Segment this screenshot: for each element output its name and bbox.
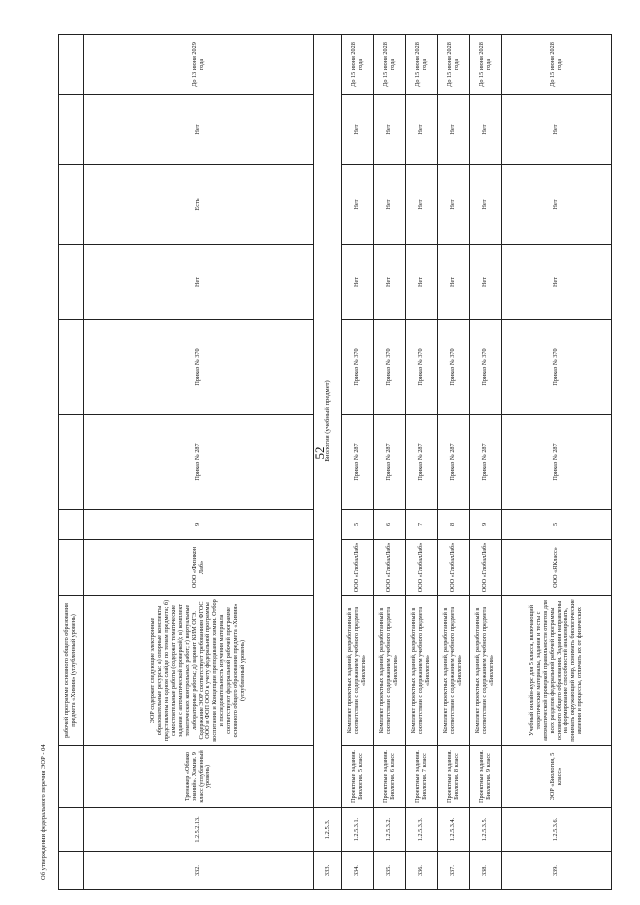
- row-date: До 15 июня 2028 года: [438, 35, 470, 95]
- rotated-table-wrapper: [58, 35, 618, 890]
- table-row: [406, 35, 438, 890]
- table-row: [59, 35, 84, 890]
- row-num: 333.: [314, 852, 342, 890]
- row-order1: Приказ № 287: [342, 415, 374, 510]
- row-col11: Нет: [438, 95, 470, 165]
- row-org: ООО «ГлобалЛаб»: [374, 540, 406, 596]
- row-col10: Нет: [406, 165, 438, 245]
- row-org: ООО «ЯКласс»: [502, 540, 612, 596]
- row-col11: Нет: [374, 95, 406, 165]
- row-name: Проектные задания. Биология. 5 класс: [342, 746, 374, 808]
- row-col10: Нет: [438, 165, 470, 245]
- row-col11: Нет: [502, 95, 612, 165]
- row-qty: 9: [470, 510, 502, 540]
- row-desc: Комплект проектных заданий, разработанный в соответствии с содержанием учебного предмета «Биология»: [438, 596, 470, 746]
- row-code: 1.2.5.3.6.: [502, 808, 612, 852]
- row-code: 1.2.5.3.5.: [470, 808, 502, 852]
- row-order2: Приказ № 370: [84, 320, 314, 415]
- row-order1: Приказ № 287: [470, 415, 502, 510]
- row-col9: Нет: [502, 245, 612, 320]
- row-order2: Приказ № 370: [342, 320, 374, 415]
- row-col10: Нет: [502, 165, 612, 245]
- row-col10: Нет: [342, 165, 374, 245]
- row-name: [59, 746, 84, 808]
- table-row: [84, 35, 314, 890]
- row-org: ООО «ГлобалЛаб»: [438, 540, 470, 596]
- row-col11: Нет: [470, 95, 502, 165]
- row-num: 336.: [406, 852, 438, 890]
- row-date: До 15 июня 2028 года: [406, 35, 438, 95]
- row-order1: Приказ № 287: [374, 415, 406, 510]
- eor-table: [58, 34, 612, 890]
- row-col11: [59, 95, 84, 165]
- row-col10: [59, 165, 84, 245]
- row-desc: Комплект проектных заданий, разработанный в соответствии с содержанием учебного предмета «Биология»: [406, 596, 438, 746]
- row-order1: Приказ № 287: [84, 415, 314, 510]
- row-qty: 9: [84, 510, 314, 540]
- row-order2: Приказ № 370: [406, 320, 438, 415]
- footer-note: Об утверждении федерального перечня ЭОР - 04: [40, 744, 47, 880]
- row-name: Тренажер «Облако знаний». Химия. 9 класс (углубленный уровень): [84, 746, 314, 808]
- row-order2: Приказ № 370: [374, 320, 406, 415]
- row-num: 335.: [374, 852, 406, 890]
- row-num: 334.: [342, 852, 374, 890]
- row-name: ЭОР «Биология, 5 класс»: [502, 746, 612, 808]
- row-col10: Нет: [470, 165, 502, 245]
- row-order1: [59, 415, 84, 510]
- row-desc: Комплект проектных заданий, разработанный в соответствии с содержанием учебного предмета «Биология»: [470, 596, 502, 746]
- row-name: Проектные задания. Биология. 8 класс: [438, 746, 470, 808]
- row-code: 1.2.5.3.: [314, 808, 342, 852]
- row-col9: Нет: [470, 245, 502, 320]
- row-qty: 5: [342, 510, 374, 540]
- row-col9: [59, 245, 84, 320]
- row-col11: Нет: [84, 95, 314, 165]
- section-row: [314, 35, 342, 890]
- row-num: 332.: [84, 852, 314, 890]
- row-col9: Нет: [438, 245, 470, 320]
- row-org: ООО «ГлобалЛаб»: [470, 540, 502, 596]
- row-col9: Нет: [406, 245, 438, 320]
- row-col11: Нет: [342, 95, 374, 165]
- row-order2: Приказ № 370: [502, 320, 612, 415]
- row-order2: Приказ № 370: [438, 320, 470, 415]
- row-org: [59, 540, 84, 596]
- row-desc: Комплект проектных заданий, разработанный в соответствии с содержанием учебного предмета «Биология»: [374, 596, 406, 746]
- row-num: [59, 852, 84, 890]
- row-order1: Приказ № 287: [502, 415, 612, 510]
- row-name: Проектные задания. Биология. 9 класс: [470, 746, 502, 808]
- row-col10: Нет: [374, 165, 406, 245]
- row-date: До 15 июня 2028 года: [470, 35, 502, 95]
- row-qty: 5: [502, 510, 612, 540]
- row-qty: 6: [374, 510, 406, 540]
- row-code: 1.2.5.3.4.: [438, 808, 470, 852]
- row-col10: Есть: [84, 165, 314, 245]
- row-desc: ЭОР содержит следующие электронные образовательные ресурсы: а) опорные конспекты представлены на одном слайде по темам предмета; б) самостоятельные работы (содержат тематические задания с автоматической проверкой); в) комплект тематических контрольных работ; г) виртуальные лабораторные работы; д) вариант КИМ ОГЭ. Содержание ЭОР соответствует требованиям ФГОС ООО и ФОП ООО к учету федеральной программы воспитания и Концепции преподавания химии. Отбор и последовательность изучения материала соответствуют федеральной рабочей программе основного общего образования предмета «Химия» (углубленный уровень): [84, 596, 314, 746]
- row-col9: Нет: [342, 245, 374, 320]
- row-qty: 7: [406, 510, 438, 540]
- row-code: 1.2.5.2.13.: [84, 808, 314, 852]
- table-row: [502, 35, 612, 890]
- row-col9: Нет: [84, 245, 314, 320]
- row-num: 339.: [502, 852, 612, 890]
- row-code: 1.2.5.3.1.: [342, 808, 374, 852]
- row-name: Проектные задания. Биология. 7 класс: [406, 746, 438, 808]
- row-date: [59, 35, 84, 95]
- table-row: [342, 35, 374, 890]
- table-row: [470, 35, 502, 890]
- row-date: До 15 июня 2028 года: [374, 35, 406, 95]
- row-desc: Учебный онлайн-курс для 5 класса, включающий теоретические материалы, задания и тесты с автоматической проверкой правильности ответов для всех разделов федеральной рабочей программы основного общего образования. Задания направлены на формирование способностей анализировать, понимать окружающий мир, понимать биологические явления и процессы, отличать их от физических: [502, 596, 612, 746]
- row-code: 1.2.5.3.2.: [374, 808, 406, 852]
- row-date: До 13 июня 2029 года: [84, 35, 314, 95]
- row-date: До 15 июня 2028 года: [342, 35, 374, 95]
- row-col9: Нет: [374, 245, 406, 320]
- row-order2: [59, 320, 84, 415]
- section-title: Биология (учебный предмет): [314, 35, 342, 808]
- row-desc: рабочей программе основного общего образования предмета «Химия» (углубленный уровень): [59, 596, 84, 746]
- row-code: 1.2.5.3.3.: [406, 808, 438, 852]
- table-row: [438, 35, 470, 890]
- row-org: ООО «ГлобалЛаб»: [406, 540, 438, 596]
- row-num: 337.: [438, 852, 470, 890]
- row-qty: 8: [438, 510, 470, 540]
- row-code: [59, 808, 84, 852]
- row-desc: Комплект проектных заданий, разработанный в соответствии с содержанием учебного предмета «Биология»: [342, 596, 374, 746]
- row-order1: Приказ № 287: [406, 415, 438, 510]
- row-num: 338.: [470, 852, 502, 890]
- row-order2: Приказ № 370: [470, 320, 502, 415]
- page-number: 52: [312, 446, 327, 460]
- row-org: ООО «ГлобалЛаб»: [342, 540, 374, 596]
- table-row: [374, 35, 406, 890]
- row-name: Проектные задания. Биология. 6 класс: [374, 746, 406, 808]
- row-org: ООО «Физикон Лаб»: [84, 540, 314, 596]
- row-date: До 15 июня 2028 года: [502, 35, 612, 95]
- row-order1: Приказ № 287: [438, 415, 470, 510]
- row-col11: Нет: [406, 95, 438, 165]
- row-qty: [59, 510, 84, 540]
